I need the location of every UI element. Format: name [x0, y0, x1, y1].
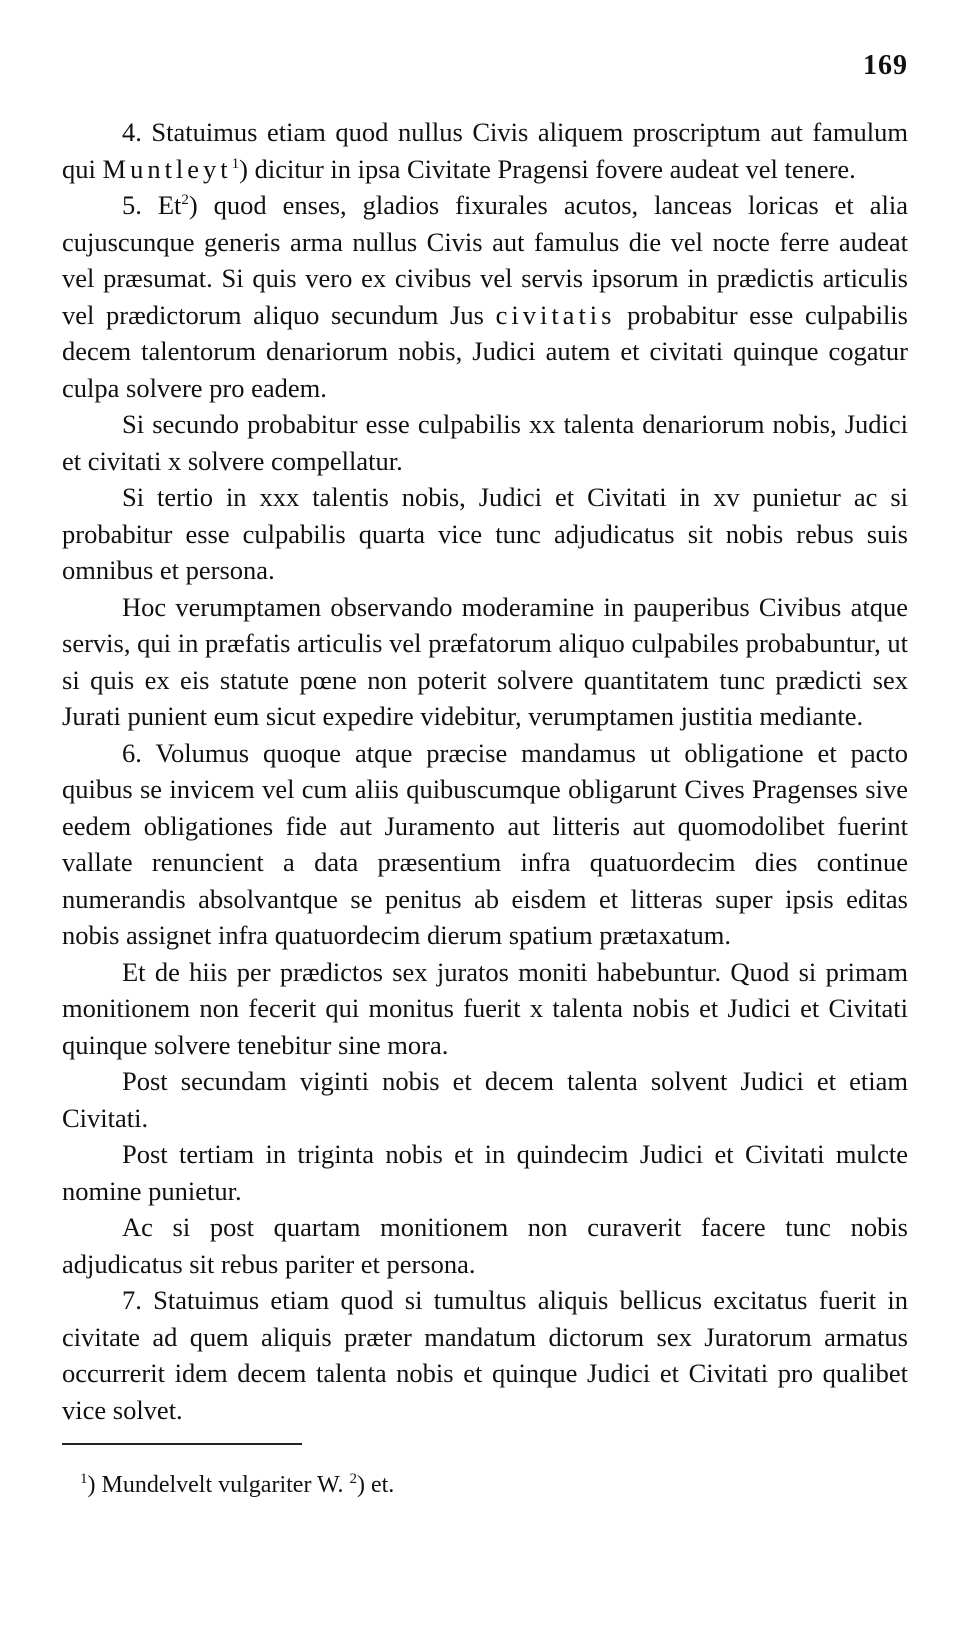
text-run: 6. Volumus quoque atque præcise mandamus ut obligatione et pacto quibus se invicem vel cum aliis quibuscumque obligarunt Cives Pragenses sive eedem obligationes fide aut Juramento aut litteris aut quomodolibet fuerint vallate renuncient a data præsentium infra quatuordecim dies continue numerandis absolvantque se penitus ab eisdem et litteras super ipsis editas nobis assignet infra quatuordecim dierum spatium prætaxatum.	[62, 737, 908, 950]
paragraph-9	[62, 1136, 908, 1209]
footnote-reference: 1	[231, 155, 240, 172]
spaced-word: civitatis	[495, 299, 616, 330]
paragraph-8	[62, 1063, 908, 1136]
text-run: Post tertiam in triginta nobis et in quindecim Judici et Civitati mulcte nomine punietur.	[62, 1139, 908, 1206]
text-run: ) dicitur in ipsa Civitate Pragensi fovere audeat vel tenere.	[239, 153, 856, 184]
footnote-mark: 1	[80, 1471, 88, 1487]
footnote-reference: 2	[181, 192, 189, 209]
paragraph-2	[62, 187, 908, 406]
page-number: 169	[863, 50, 908, 81]
footnotes	[80, 1470, 394, 1500]
paragraph-7	[62, 954, 908, 1064]
footnote-text: ) Mundelvelt vulgariter W.	[87, 1472, 350, 1498]
text-run: Ac si post quartam monitionem non curaverit facere tunc nobis adjudicatus sit rebus pariter et persona.	[62, 1212, 908, 1279]
text-run: Si secundo probabitur esse culpabilis xx talenta denariorum nobis, Judici et civitati x solvere compellatur.	[62, 409, 908, 476]
text-run: probabitur esse culpabilis decem talentorum denariorum nobis, Judici autem et civitati quinque cogatur culpa solvere pro eadem.	[62, 299, 908, 403]
text-run: Post secundam viginti nobis et decem talenta solvent Judici et etiam Civitati.	[62, 1066, 908, 1133]
paragraph-11	[62, 1282, 908, 1428]
text-run: 4. Statuimus etiam quod nullus Civis aliquem proscriptum aut famulum qui	[62, 117, 908, 184]
text-run: 7. Statuimus etiam quod si tumultus aliquis bellicus excitatus fuerit in civitate ad quem aliquis præter mandatum dictorum sex Juratorum armatus occurrerit idem decem talenta nobis et quinque Judici et Civitati pro qualibet vice solvet.	[62, 1285, 908, 1425]
paragraph-5	[62, 589, 908, 735]
footnote-mark: 2	[349, 1471, 357, 1487]
footnote-divider	[62, 1443, 302, 1445]
text-run: Si tertio in xxx talentis nobis, Judici et Civitati in xv punietur ac si probabitur esse culpabilis quarta vice tunc adjudicatus sit nobis rebus suis omnibus et persona.	[62, 482, 908, 585]
body-text	[62, 114, 908, 1428]
text-run: ) quod enses, gladios fixurales acutos, lanceas loricas et alia cujuscunque generis arma nullus Civis aut famulus die vel nocte ferre audeat vel præsumat. Si quis vero ex civibus vel servis ipsorum in prædictis articulis vel prædictorum aliquo secundum Jus	[62, 190, 908, 330]
paragraph-3	[62, 406, 908, 479]
paragraph-6	[62, 735, 908, 954]
paragraph-1	[62, 114, 908, 187]
footnote-text: ) et.	[356, 1472, 395, 1498]
text-run: Et de hiis per prædictos sex juratos moniti habebuntur. Quod si primam monitionem non fecerit qui monitus fuerit x talenta nobis et Judici et Civitati quinque solvere tenebitur sine mora.	[62, 956, 908, 1060]
spaced-word: Muntleyt	[102, 153, 232, 184]
text-run: Hoc verumptamen observando moderamine in pauperibus Civibus atque servis, qui in præfatis articulis vel præfatorum aliquo culpabiles probabuntur, ut si quis ex eis statute pœne non poterit solvere quantitatem tunc prædicti sex Jurati punient eum sicut expedire videbitur, verumptamen justitia mediante.	[62, 591, 908, 731]
paragraph-4	[62, 479, 908, 589]
paragraph-10	[62, 1209, 908, 1282]
text-run: 5. Et	[122, 190, 182, 220]
